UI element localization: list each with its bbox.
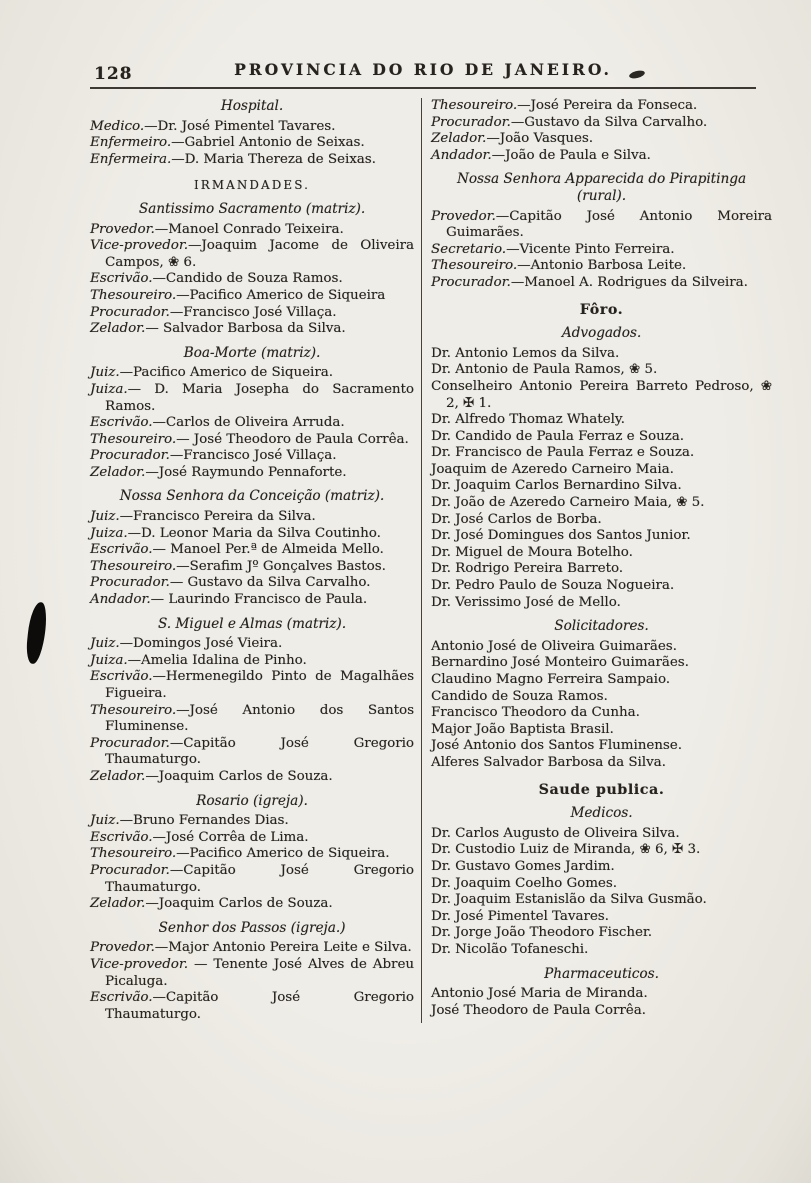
- entry-text: —Capitão José Gregorio Thaumaturgo.: [105, 735, 414, 768]
- entry-role: Provedor.: [431, 208, 496, 224]
- entry-text: Alferes Salvador Barbosa da Silva.: [431, 754, 666, 770]
- directory-entry: [431, 842, 772, 859]
- directory-section: [90, 177, 414, 194]
- directory-entry: [90, 365, 414, 382]
- directory-entry: [90, 830, 414, 847]
- entry-text: Dr. Carlos Augusto de Oliveira Silva.: [431, 825, 680, 841]
- entry-text: — José Theodoro de Paula Corrêa.: [176, 431, 409, 447]
- entry-role: Juiz.: [90, 509, 120, 525]
- directory-entry: [90, 465, 414, 482]
- directory-entry: [90, 703, 414, 736]
- entry-text: —Amelia Idalina de Pinho.: [127, 652, 307, 668]
- entry-text: — Salvador Barbosa da Silva.: [145, 321, 346, 337]
- entry-text: Dr. Alfredo Thomaz Whately.: [431, 412, 625, 428]
- directory-entry: [431, 826, 772, 843]
- page-title: PROVINCIA DO RIO DE JANEIRO.: [234, 60, 612, 79]
- entry-role: Escrivão.: [90, 829, 153, 845]
- entry-role: Medico.: [90, 118, 145, 134]
- entry-text: Dr. Joaquim Coelho Gomes.: [431, 875, 617, 891]
- entry-text: Dr. Pedro Paulo de Souza Nogueira.: [431, 578, 675, 594]
- directory-entry: [90, 119, 414, 136]
- entry-text: —Manoel Conrado Teixeira.: [154, 221, 344, 237]
- directory-section: [90, 98, 414, 168]
- directory-entry: [90, 152, 414, 169]
- directory-entry: [90, 636, 414, 653]
- directory-entry: [90, 813, 414, 830]
- directory-entry: [90, 846, 414, 863]
- directory-section: [431, 782, 772, 799]
- directory-entry: [431, 925, 772, 942]
- entry-text: Bernardino José Monteiro Guimarães.: [431, 655, 689, 671]
- entry-text: —José Corrêa de Lima.: [152, 829, 309, 845]
- directory-entry: [431, 1003, 772, 1020]
- directory-entry: [90, 135, 414, 152]
- entry-role: Procurador.: [90, 304, 170, 320]
- entry-role: Zelador.: [431, 131, 487, 147]
- entry-text: —José Raymundo Pennaforte.: [145, 464, 347, 480]
- section-heading: Fôro.: [579, 301, 624, 318]
- section-heading: Nossa Senhora Apparecida do Pirapitinga (rural).: [456, 171, 747, 204]
- directory-entry: [431, 942, 772, 959]
- entry-text: —João Vasques.: [486, 131, 593, 147]
- entry-role: Juiz.: [90, 365, 120, 381]
- entry-text: —Serafim Jº Gonçalves Bastos.: [176, 558, 386, 574]
- page-body: [90, 98, 772, 1023]
- entry-text: —Joaquim Carlos de Souza.: [145, 896, 333, 912]
- directory-entry: [90, 542, 414, 559]
- ink-blot-artifact: [25, 601, 48, 664]
- entry-role: Thesoureiro.: [90, 846, 177, 862]
- directory-entry: [431, 689, 772, 706]
- section-heading: Solicitadores.: [554, 618, 649, 635]
- directory-entry: [431, 595, 772, 612]
- entry-role: Procurador.: [90, 575, 170, 591]
- directory-entry: [90, 896, 414, 913]
- directory-entry: [90, 669, 414, 702]
- entry-text: —Francisco Pereira da Silva.: [119, 509, 316, 525]
- section-heading: Boa-Morte (matriz).: [183, 344, 321, 361]
- directory-entry: [90, 769, 414, 786]
- entry-text: Dr. Gustavo Gomes Jardim.: [431, 858, 615, 874]
- directory-entry: [90, 863, 414, 896]
- entry-text: Antonio José de Oliveira Guimarães.: [431, 638, 677, 654]
- entry-text: —D. Leonor Maria da Silva Coutinho.: [127, 525, 381, 541]
- directory-entry: [431, 672, 772, 689]
- directory-entry: [90, 321, 414, 338]
- directory-entry: [431, 909, 772, 926]
- entry-role: Escrivão.: [90, 271, 153, 287]
- entry-role: Procurador.: [90, 862, 170, 878]
- directory-section: [90, 920, 414, 1024]
- directory-entry: [90, 382, 414, 415]
- entry-text: —José Pereira da Fonseca.: [517, 98, 698, 113]
- directory-entry: [431, 859, 772, 876]
- directory-entry: [431, 722, 772, 739]
- entry-text: —Dr. José Pimentel Tavares.: [144, 118, 336, 134]
- entry-role: Procurador.: [90, 735, 170, 751]
- directory-section: [431, 171, 772, 291]
- section-heading: Santissimo Sacramento (matriz).: [138, 200, 366, 217]
- directory-entry: [431, 639, 772, 656]
- directory-entry: [431, 705, 772, 722]
- entry-text: —Francisco José Villaça.: [169, 304, 337, 320]
- entry-role: Vice-provedor.: [90, 956, 189, 972]
- section-heading: Pharmaceuticos.: [544, 965, 659, 982]
- directory-entry: [431, 115, 772, 132]
- entry-text: Dr. Jorge João Theodoro Fischer.: [431, 925, 653, 941]
- directory-entry: [431, 876, 772, 893]
- entry-role: Zelador.: [90, 896, 146, 912]
- directory-entry: [90, 509, 414, 526]
- entry-text: —Major Antonio Pereira Leite e Silva.: [154, 940, 412, 956]
- directory-entry: [431, 346, 772, 363]
- directory-section: [431, 98, 772, 164]
- section-heading: S. Miguel e Almas (matriz).: [157, 615, 347, 632]
- directory-entry: [431, 478, 772, 495]
- entry-role: Provedor.: [90, 221, 155, 237]
- entry-text: Dr. Joaquim Estanislão da Silva Gusmão.: [431, 892, 707, 908]
- section-heading: IRMANDADES.: [193, 178, 311, 193]
- entry-text: —Pacifico Americo de Siqueira.: [176, 846, 390, 862]
- entry-role: Juiz.: [90, 813, 120, 829]
- entry-text: Dr. Custodio Luiz de Miranda, ❀ 6, ✠ 3.: [431, 842, 701, 858]
- entry-text: — Tenente José Alves de Abreu Picaluga.: [105, 956, 414, 989]
- entry-text: Dr. Francisco de Paula Ferraz e Souza.: [431, 445, 695, 461]
- entry-role: Thesoureiro.: [90, 431, 177, 447]
- directory-section: [90, 793, 414, 913]
- directory-entry: [431, 738, 772, 755]
- entry-text: — D. Maria Josepha do Sacramento Ramos.: [105, 381, 414, 414]
- entry-text: —Gustavo da Silva Carvalho.: [510, 114, 708, 130]
- entry-text: —Hermenegildo Pinto de Magalhães Figueira.: [105, 669, 414, 701]
- entry-text: — Manoel Per.ª de Almeida Mello.: [152, 542, 384, 558]
- directory-entry: [90, 432, 414, 449]
- entry-text: —Carlos de Oliveira Arruda.: [152, 415, 345, 431]
- directory-entry: [431, 242, 772, 259]
- entry-text: Dr. Nicolão Tofaneschi.: [431, 941, 589, 957]
- directory-entry: [431, 98, 772, 115]
- directory-entry: [431, 495, 772, 512]
- entry-text: —Joaquim Jacome de Oliveira Campos, ❀ 6.: [105, 238, 414, 270]
- directory-entry: [431, 512, 772, 529]
- entry-role: Escrivão.: [90, 990, 153, 1006]
- entry-role: Escrivão.: [90, 669, 153, 685]
- entry-text: —Capitão José Gregorio Thaumaturgo.: [105, 862, 414, 895]
- page-number: 128: [94, 64, 133, 84]
- entry-text: —Capitão José Gregorio Thaumaturgo.: [105, 990, 414, 1022]
- entry-text: — Gustavo da Silva Carvalho.: [169, 575, 371, 591]
- entry-text: Dr. Miguel de Moura Botelho.: [431, 544, 633, 560]
- entry-text: —Bruno Fernandes Dias.: [119, 813, 289, 829]
- entry-role: Procurador.: [431, 274, 511, 290]
- entry-role: Zelador.: [90, 321, 146, 337]
- directory-entry: [90, 288, 414, 305]
- directory-section: [431, 618, 772, 771]
- left-column: [90, 98, 422, 1023]
- entry-role: Juiz.: [90, 636, 120, 652]
- entry-text: Dr. Candido de Paula Ferraz e Souza.: [431, 428, 684, 444]
- entry-text: —Gabriel Antonio de Seixas.: [171, 135, 365, 151]
- entry-role: Enfermeira.: [90, 151, 172, 167]
- directory-entry: [431, 545, 772, 562]
- directory-section: [431, 302, 772, 319]
- entry-role: Thesoureiro.: [431, 98, 518, 113]
- entry-text: — Laurindo Francisco de Paula.: [150, 592, 368, 608]
- entry-text: —Pacifico Americo de Siqueira: [176, 287, 386, 303]
- entry-role: Procurador.: [90, 448, 170, 464]
- entry-text: Dr. João de Azeredo Carneiro Maia, ❀ 5.: [431, 495, 705, 511]
- directory-entry: [90, 271, 414, 288]
- entry-text: Dr. José Carlos de Borba.: [431, 511, 602, 527]
- entry-text: Candido de Souza Ramos.: [431, 688, 608, 704]
- entry-role: Thesoureiro.: [90, 287, 177, 303]
- entry-text: Dr. José Pimentel Tavares.: [431, 908, 609, 924]
- entry-text: Antonio José Maria de Miranda.: [431, 986, 648, 1002]
- directory-entry: [431, 131, 772, 148]
- entry-text: Dr. Rodrigo Pereira Barreto.: [431, 561, 624, 577]
- section-heading: Advogados.: [561, 325, 642, 342]
- directory-entry: [90, 990, 414, 1023]
- entry-role: Thesoureiro.: [431, 258, 518, 274]
- entry-text: —Candido de Souza Ramos.: [152, 271, 343, 287]
- entry-text: Joaquim de Azeredo Carneiro Maia.: [431, 461, 674, 477]
- directory-entry: [431, 379, 772, 412]
- entry-role: Thesoureiro.: [90, 702, 177, 718]
- entry-text: Francisco Theodoro da Cunha.: [431, 705, 640, 721]
- entry-text: —Capitão José Antonio Moreira Guimarães.: [446, 208, 772, 241]
- entry-text: Dr. Verissimo José de Mello.: [431, 594, 621, 610]
- directory-entry: [431, 209, 772, 242]
- directory-entry: [431, 275, 772, 292]
- entry-role: Juiza.: [90, 381, 128, 397]
- directory-section: [431, 966, 772, 1020]
- directory-entry: [90, 448, 414, 465]
- directory-section: [90, 201, 414, 338]
- entry-role: Provedor.: [90, 940, 155, 956]
- entry-text: —Domingos José Vieira.: [119, 636, 283, 652]
- directory-entry: [90, 305, 414, 322]
- entry-text: —Manoel A. Rodrigues da Silveira.: [510, 274, 748, 290]
- entry-role: Juiza.: [90, 525, 128, 541]
- directory-entry: [431, 258, 772, 275]
- entry-role: Escrivão.: [90, 542, 153, 558]
- entry-role: Procurador.: [431, 114, 511, 130]
- entry-role: Andador.: [431, 147, 492, 163]
- directory-section: [90, 345, 414, 482]
- directory-entry: [431, 528, 772, 545]
- directory-entry: [431, 412, 772, 429]
- entry-role: Andador.: [90, 592, 151, 608]
- directory-section: [431, 325, 772, 611]
- entry-role: Enfermeiro.: [90, 135, 172, 151]
- entry-role: Secretario.: [431, 241, 507, 257]
- directory-entry: [431, 755, 772, 772]
- directory-entry: [431, 986, 772, 1003]
- directory-entry: [431, 362, 772, 379]
- directory-entry: [90, 736, 414, 769]
- directory-entry: [431, 462, 772, 479]
- entry-role: Juiza.: [90, 652, 128, 668]
- directory-entry: [431, 655, 772, 672]
- entry-role: Zelador.: [90, 464, 146, 480]
- directory-entry: [431, 892, 772, 909]
- directory-section: [90, 488, 414, 608]
- directory-entry: [431, 445, 772, 462]
- page-header: [90, 60, 756, 89]
- entry-text: Claudino Magno Ferreira Sampaio.: [431, 672, 671, 687]
- entry-text: Dr. Antonio Lemos da Silva.: [431, 345, 620, 361]
- directory-entry: [90, 957, 414, 990]
- section-heading: Hospital.: [220, 98, 284, 114]
- directory-section: [431, 805, 772, 958]
- directory-entry: [90, 592, 414, 609]
- entry-text: —José Antonio dos Santos Fluminense.: [105, 702, 414, 735]
- right-column: [422, 98, 772, 1023]
- section-heading: Nossa Senhora da Conceição (matriz).: [119, 488, 385, 505]
- directory-entry: [90, 940, 414, 957]
- section-heading: Senhor dos Passos (igreja.): [158, 919, 346, 936]
- entry-text: Dr. Antonio de Paula Ramos, ❀ 5.: [431, 362, 658, 378]
- directory-entry: [90, 559, 414, 576]
- entry-role: Zelador.: [90, 768, 146, 784]
- directory-entry: [431, 561, 772, 578]
- entry-text: —Joaquim Carlos de Souza.: [145, 768, 333, 784]
- directory-entry: [90, 222, 414, 239]
- entry-role: Vice-provedor.: [90, 238, 189, 254]
- directory-entry: [90, 526, 414, 543]
- directory-entry: [431, 148, 772, 165]
- entry-text: —D. Maria Thereza de Seixas.: [171, 151, 376, 167]
- entry-text: —Francisco José Villaça.: [169, 448, 337, 464]
- entry-role: Thesoureiro.: [90, 558, 177, 574]
- entry-text: Dr. José Domingues dos Santos Junior.: [431, 528, 691, 544]
- entry-text: Major João Baptista Brasil.: [431, 721, 614, 737]
- entry-text: Dr. Joaquim Carlos Bernardino Silva.: [431, 478, 682, 494]
- entry-text: José Antonio dos Santos Fluminense.: [431, 738, 682, 754]
- directory-entry: [90, 653, 414, 670]
- directory-entry: [90, 238, 414, 271]
- directory-entry: [90, 575, 414, 592]
- entry-text: —Vicente Pinto Ferreira.: [506, 241, 675, 257]
- directory-section: [90, 616, 414, 786]
- directory-entry: [431, 429, 772, 446]
- entry-text: —Antonio Barbosa Leite.: [517, 258, 687, 274]
- section-heading: Rosario (igreja).: [196, 792, 308, 809]
- entry-text: José Theodoro de Paula Corrêa.: [431, 1002, 646, 1018]
- directory-entry: [90, 415, 414, 432]
- directory-entry: [431, 578, 772, 595]
- entry-text: Conselheiro Antonio Pereira Barreto Pedroso, ❀ 2, ✠ 1.: [431, 378, 772, 411]
- section-heading: Saude publica.: [538, 781, 665, 798]
- entry-text: —Pacifico Americo de Siqueira.: [119, 365, 333, 381]
- section-heading: Medicos.: [570, 805, 633, 822]
- entry-role: Escrivão.: [90, 415, 153, 431]
- entry-text: —João de Paula e Silva.: [491, 147, 651, 163]
